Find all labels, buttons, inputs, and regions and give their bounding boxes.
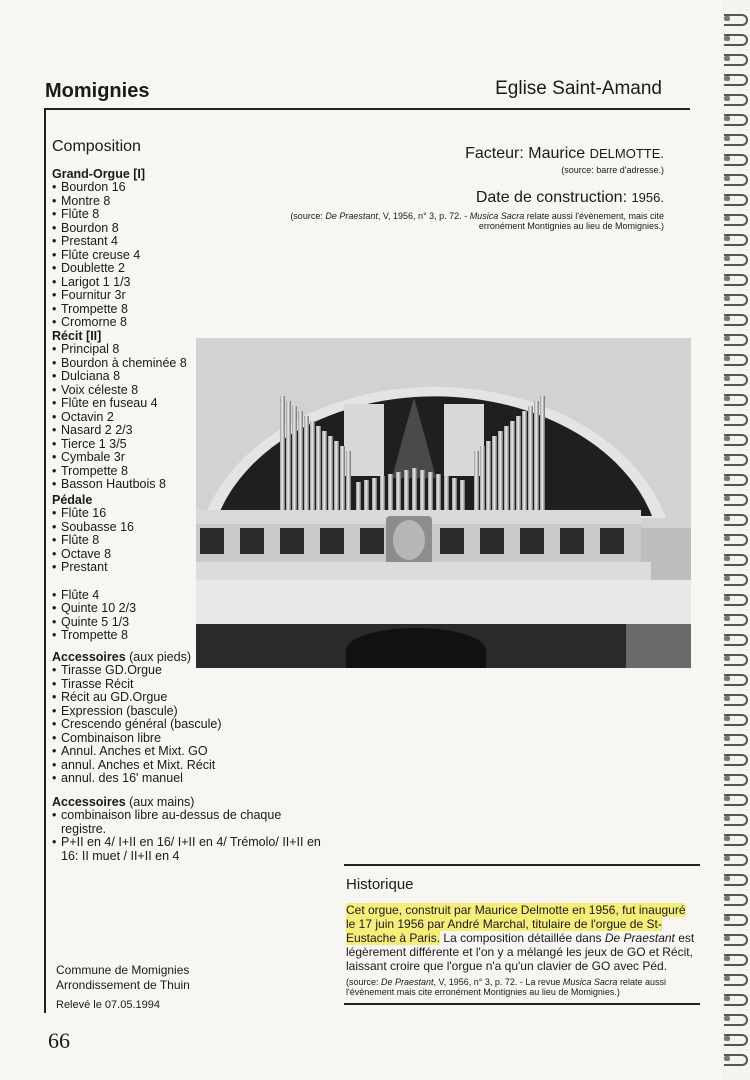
list-item: • Fournitur 3r [52, 289, 322, 303]
organ-pipe [452, 478, 457, 510]
binding-hole [724, 176, 730, 181]
organ-pipe [316, 426, 321, 510]
binding-hole [724, 996, 730, 1001]
organ-pipe [396, 472, 401, 510]
binding-hole [724, 116, 730, 121]
list-item: • Prestant 4 [52, 235, 322, 249]
pedale-title: Pédale [52, 492, 93, 507]
builder-line [284, 145, 664, 163]
organ-pipe [516, 416, 521, 510]
binding-hole [724, 216, 730, 221]
binding-hole [724, 596, 730, 601]
binding-hole [724, 656, 730, 661]
binding-hole [724, 676, 730, 681]
binding-hole [724, 56, 730, 61]
organ-pipe [280, 396, 285, 510]
builder-label: Facteur: Maurice [465, 145, 590, 162]
list-item: • Flûte 4 [52, 589, 322, 603]
list-item: • Flûte creuse 4 [52, 249, 322, 263]
list-item: • annul. Anches et Mixt. Récit [52, 759, 322, 773]
list-item: • Bourdon à cheminée 8 [52, 357, 322, 371]
construction-source-ital2: Musica Sacra [469, 211, 525, 221]
composition-title: Composition [52, 138, 141, 155]
builder-source: (source: barre d'adresse.) [561, 165, 664, 175]
binding-hole [724, 896, 730, 901]
gallery-window [280, 528, 304, 554]
construction-source-c: relate aussi l'évènement, mais cite erronément Montignies au lieu de Momignies.) [478, 211, 664, 231]
list-item: • Principal 8 [52, 343, 322, 357]
binding-hole [724, 516, 730, 521]
binding-hole [724, 476, 730, 481]
church-title: Eglise Saint-Amand [495, 78, 662, 99]
organ-pipe [372, 478, 377, 510]
binding-hole [724, 856, 730, 861]
binding-hole [724, 416, 730, 421]
construction-source-ital1: De Praestant [325, 211, 378, 221]
binding-hole [724, 236, 730, 241]
historique-title: Historique [346, 876, 414, 893]
builder-name: DELMOTTE. [589, 146, 664, 161]
historique-rest-ital: De Praestant [604, 931, 675, 945]
list-item: • Combinaison libre [52, 732, 322, 746]
historique-source [346, 977, 698, 997]
organ-pipe [388, 474, 393, 510]
binding-hole [724, 396, 730, 401]
historique-highlight: Cet orgue, construit par Maurice Delmotte en 1956, fut inauguré le 17 juin 1956 par André Marchal, titulaire de l'orgue de St-Eustache à Paris. [346, 903, 686, 945]
list-item: • Larigot 1 1/3 [52, 276, 322, 290]
accessoires-mains-title [52, 796, 322, 810]
accessoires-pieds-label: Accessoires [52, 649, 126, 664]
construction-label: Date de construction: [475, 189, 632, 206]
binding-hole [724, 296, 730, 301]
list-item: • combinaison libre au-dessus de chaque registre. [52, 809, 322, 836]
list-item: • Bourdon 16 [52, 181, 322, 195]
footer-info [56, 963, 190, 1013]
binding-hole [724, 616, 730, 621]
organ-pipe [480, 446, 485, 510]
list-item: • Nasard 2 2/3 [52, 424, 322, 438]
binding-hole [724, 756, 730, 761]
organ-pipe [364, 480, 369, 510]
list-item: • Trompette 8 [52, 303, 322, 317]
organ-pipe [420, 470, 425, 510]
construction-source-a: (source: [290, 211, 326, 221]
historique-bottom-rule [344, 1003, 700, 1005]
spiral-binding [722, 0, 750, 1080]
list-item: • Expression (bascule) [52, 705, 322, 719]
accessoires-mains-suffix: (aux mains) [125, 794, 195, 809]
organ-pipe [346, 451, 351, 510]
organ-pipe [328, 436, 333, 510]
construction-source-b: , V, 1956, n° 3, p. 72. - [377, 211, 470, 221]
organ-pipe [334, 441, 339, 510]
footer-commune: Commune de Momignies [56, 963, 190, 977]
list-item: • annul. des 16' manuel [52, 772, 322, 786]
historique-source-ital2: Musica Sacra [562, 977, 618, 987]
list-item: • Tirasse GD.Orgue [52, 664, 322, 678]
binding-hole [724, 836, 730, 841]
list-item: • Basson Hautbois 8 [52, 478, 322, 492]
organ-pipe [436, 474, 441, 510]
list-item: • Tierce 1 3/5 [52, 438, 322, 452]
left-rule [44, 108, 46, 1013]
list-item: • Flûte 16 [52, 507, 322, 521]
binding-hole [724, 276, 730, 281]
organ-pipe [356, 482, 361, 510]
list-item: • Octave 8 [52, 548, 322, 562]
list-item: • Quinte 10 2/3 [52, 602, 322, 616]
recit-title: Récit [II] [52, 328, 102, 343]
list-item: • Doublette 2 [52, 262, 322, 276]
gallery-window [560, 528, 584, 554]
organ-pipe [522, 411, 527, 510]
organ-pipe [492, 436, 497, 510]
footer-releve: Relevé le 07.05.1994 [56, 999, 160, 1011]
gallery-window [520, 528, 544, 554]
binding-hole [724, 916, 730, 921]
binding-hole [724, 356, 730, 361]
gallery-window [360, 528, 384, 554]
grand-orgue-stops [52, 181, 322, 330]
list-item: • Crescendo général (bascule) [52, 718, 322, 732]
accessoires-mains-list [52, 809, 322, 863]
historique-text [344, 903, 700, 997]
list-item: • Cromorne 8 [52, 316, 322, 330]
organ-pipe [292, 406, 297, 510]
organ-pipe [474, 451, 479, 510]
organ-pipe [322, 431, 327, 510]
builder-info [284, 145, 664, 231]
organ-pipe [404, 470, 409, 510]
list-item: • Trompette 8 [52, 629, 322, 643]
list-item: • Annul. Anches et Mixt. GO [52, 745, 322, 759]
organ-pipe [498, 431, 503, 510]
footer-arrondissement: Arrondissement de Thuin [56, 978, 190, 992]
organ-pipe [340, 446, 345, 510]
binding-hole [724, 536, 730, 541]
binding-hole [724, 816, 730, 821]
gallery-window [240, 528, 264, 554]
list-item: • Trompette 8 [52, 465, 322, 479]
binding-hole [724, 956, 730, 961]
binding-hole [724, 1036, 730, 1041]
organ-pipe [510, 421, 515, 510]
historique-box [344, 864, 700, 1005]
list-item: • Montre 8 [52, 195, 322, 209]
page-number: 66 [48, 1028, 70, 1053]
construction-year: 1956. [631, 190, 664, 205]
accessoires-mains-label: Accessoires [52, 794, 126, 809]
binding-hole [724, 496, 730, 501]
gallery-window [440, 528, 464, 554]
grand-orgue-title: Grand-Orgue [I] [52, 166, 146, 181]
organ-pipe [460, 480, 465, 510]
accessoires-pieds-suffix: (aux pieds) [125, 649, 191, 664]
header-rule [44, 108, 690, 110]
historique-rest-b: est légèrement différente et l'on y a mélangé les jeux de GO et Récit, laissant croire que l'orgue n'a qu'un clavier de GO avec Péd. [346, 931, 695, 973]
organ-pipe [540, 396, 545, 510]
list-item: • Soubasse 16 [52, 521, 322, 535]
organ-pipe [504, 426, 509, 510]
binding-hole [724, 716, 730, 721]
list-item: • Flûte en fuseau 4 [52, 397, 322, 411]
binding-hole [724, 736, 730, 741]
binding-hole [724, 636, 730, 641]
gallery-window [480, 528, 504, 554]
binding-hole [724, 376, 730, 381]
binding-hole [724, 336, 730, 341]
list-item: • Octavin 2 [52, 411, 322, 425]
binding-hole [724, 96, 730, 101]
binding-hole [724, 936, 730, 941]
list-item: • Voix céleste 8 [52, 384, 322, 398]
binding-hole [724, 776, 730, 781]
list-item: • Prestant [52, 561, 322, 575]
binding-hole [724, 36, 730, 41]
binding-hole [724, 796, 730, 801]
organ-pipe [380, 476, 385, 510]
gallery-window [320, 528, 344, 554]
organ-pipe [486, 441, 491, 510]
binding-hole [724, 316, 730, 321]
list-item: • Quinte 5 1/3 [52, 616, 322, 630]
construction-line [284, 189, 664, 207]
historique-source-ital1: De Praestant [381, 977, 434, 987]
organ-pipe [286, 401, 291, 510]
binding-hole [724, 576, 730, 581]
gallery-window [600, 528, 624, 554]
binding-hole [724, 556, 730, 561]
list-item: • Dulciana 8 [52, 370, 322, 384]
binding-hole [724, 196, 730, 201]
binding-hole [724, 76, 730, 81]
organ-photo [196, 338, 691, 668]
list-item: • Bourdon 8 [52, 222, 322, 236]
organ-pipe [304, 416, 309, 510]
list-item: • Cymbale 3r [52, 451, 322, 465]
organ-pipe [528, 406, 533, 510]
binding-hole [724, 436, 730, 441]
list-item: • Flûte 8 [52, 208, 322, 222]
organ-pipe [412, 468, 417, 510]
binding-hole [724, 1016, 730, 1021]
organ-pipe [534, 401, 539, 510]
binding-hole [724, 16, 730, 21]
list-item: • Récit au GD.Orgue [52, 691, 322, 705]
organ-pipe [444, 476, 449, 510]
binding-hole [724, 136, 730, 141]
binding-hole [724, 1056, 730, 1061]
accessoires-pieds-list [52, 664, 322, 786]
historique-source-c: relate aussi l'évènement mais cite erronément Montignies au lieu de Momignies.) [346, 977, 666, 997]
binding-hole [724, 156, 730, 161]
town-title: Momignies [45, 80, 150, 102]
construction-source [284, 211, 664, 231]
binding-hole [724, 976, 730, 981]
organ-pipe [428, 472, 433, 510]
binding-hole [724, 696, 730, 701]
list-item: • P+II en 4/ I+II en 16/ I+II en 4/ Trémolo/ II+II en 16: II muet / II+II en 4 [52, 836, 322, 863]
historique-source-a: (source: [346, 977, 382, 987]
list-item: • Tirasse Récit [52, 678, 322, 692]
binding-hole [724, 876, 730, 881]
historique-top-rule [344, 864, 700, 866]
historique-rest-a: La composition détaillée dans [440, 931, 605, 945]
historique-source-b: , V, 1956, n° 3, p. 72. - La revue [433, 977, 563, 987]
organ-pipe [310, 421, 315, 510]
gallery-window [200, 528, 224, 554]
binding-hole [724, 256, 730, 261]
list-item: • Flûte 8 [52, 534, 322, 548]
binding-hole [724, 456, 730, 461]
organ-pipe [298, 411, 303, 510]
